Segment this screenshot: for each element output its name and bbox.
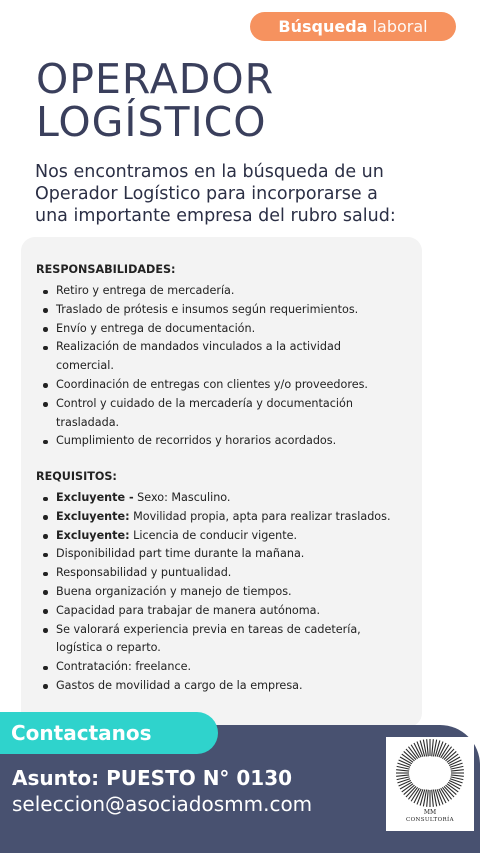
badge-bold-text: Búsqueda (278, 17, 368, 36)
list-item (36, 395, 416, 433)
list-item (36, 527, 416, 546)
sunburst-ray (427, 789, 429, 806)
list-item (36, 677, 416, 696)
list-item-text: Licencia de conducir vigente. (129, 528, 298, 542)
sunburst-logo-icon (386, 737, 474, 809)
sunburst-ray (451, 770, 464, 771)
list-item-text: Traslado de prótesis e insumos según requerimientos. (56, 302, 359, 316)
title-line-1: OPERADOR (36, 55, 275, 103)
list-item-text: Realización de mandados vinculados a la actividad (56, 340, 341, 354)
list-item-text: Capacidad para trabajar de manera autónoma. (56, 603, 321, 617)
list-item-text: Contratación: freelance. (56, 660, 192, 674)
requirements-list (36, 489, 416, 696)
list-item (36, 583, 416, 602)
list-item (36, 320, 416, 339)
requirements-heading: REQUISITOS: (36, 470, 117, 483)
contact-email[interactable]: seleccion@asociadosmm.com (12, 792, 313, 816)
sunburst-ray (427, 739, 429, 756)
responsibilities-section (36, 262, 416, 451)
list-item (36, 376, 416, 395)
intro-line-1: Nos encontramos en la búsqueda de un (35, 162, 384, 182)
contact-label: Contactanos (0, 712, 218, 754)
badge-light-text: laboral (372, 17, 428, 36)
subject-line: Asunto: PUESTO N° 0130 (12, 766, 293, 790)
list-item-text: Gastos de movilidad a cargo de la empresa. (56, 678, 303, 692)
list-item-text: Coordinación de entregas con clientes y/o proveedores. (56, 377, 368, 391)
list-item-text: Retiro y entrega de mercadería. (56, 284, 235, 297)
requirements-section (36, 469, 416, 696)
logo-name: CONSULTORÍA (406, 817, 454, 823)
list-item-text: Movilidad propia, apta para realizar traslados. (129, 509, 391, 523)
intro-paragraph (35, 161, 455, 227)
list-item-text: Sexo: Masculino. (133, 491, 231, 504)
list-item-continuation: comercial. (56, 359, 114, 373)
sunburst-ray (432, 789, 434, 806)
logo-initials: MM (423, 809, 437, 816)
mm-consultoria-logo (386, 737, 474, 831)
list-item-text: Responsabilidad y puntualidad. (56, 566, 232, 580)
list-item (36, 621, 416, 659)
list-item-text: Control y cuidado de la mercadería y documentación (56, 396, 353, 410)
sunburst-ray (396, 775, 409, 776)
list-item-emphasis: Excluyente: (56, 509, 130, 523)
job-search-badge (250, 12, 456, 41)
intro-line-3: una importante empresa del rubro salud: (35, 206, 396, 226)
list-item-text: Cumplimiento de recorridos y horarios acordados. (56, 434, 337, 448)
list-item-continuation: trasladada. (56, 415, 120, 429)
title-line-2: LOGÍSTICO (36, 98, 267, 146)
list-item (36, 545, 416, 564)
list-item (36, 508, 416, 527)
list-item (36, 602, 416, 621)
list-item (36, 338, 416, 376)
responsibilities-heading: RESPONSABILIDADES: (36, 263, 176, 276)
list-item-emphasis: Excluyente - (56, 491, 134, 504)
intro-line-2: Operador Logístico para incorporarse a (35, 184, 378, 204)
list-item (36, 564, 416, 583)
list-item-continuation: logística o reparto. (56, 641, 161, 655)
list-item-text: Disponibilidad part time durante la mañana. (56, 547, 305, 561)
sunburst-ray (396, 770, 409, 771)
list-item (36, 489, 416, 508)
list-item-text: Envío y entrega de documentación. (56, 321, 256, 335)
list-item (36, 432, 416, 451)
sunburst-ray (451, 775, 464, 776)
page-title (36, 55, 275, 146)
list-item (36, 658, 416, 677)
sunburst-ray (432, 739, 434, 756)
sunburst-center (421, 756, 439, 790)
list-item-text: Buena organización y manejo de tiempos. (56, 584, 292, 598)
list-item (36, 282, 416, 301)
list-item (36, 301, 416, 320)
list-item-emphasis: Excluyente: (56, 528, 130, 542)
list-item-text: Se valorará experiencia previa en tareas de cadetería, (56, 622, 361, 636)
responsibilities-list (36, 282, 416, 451)
